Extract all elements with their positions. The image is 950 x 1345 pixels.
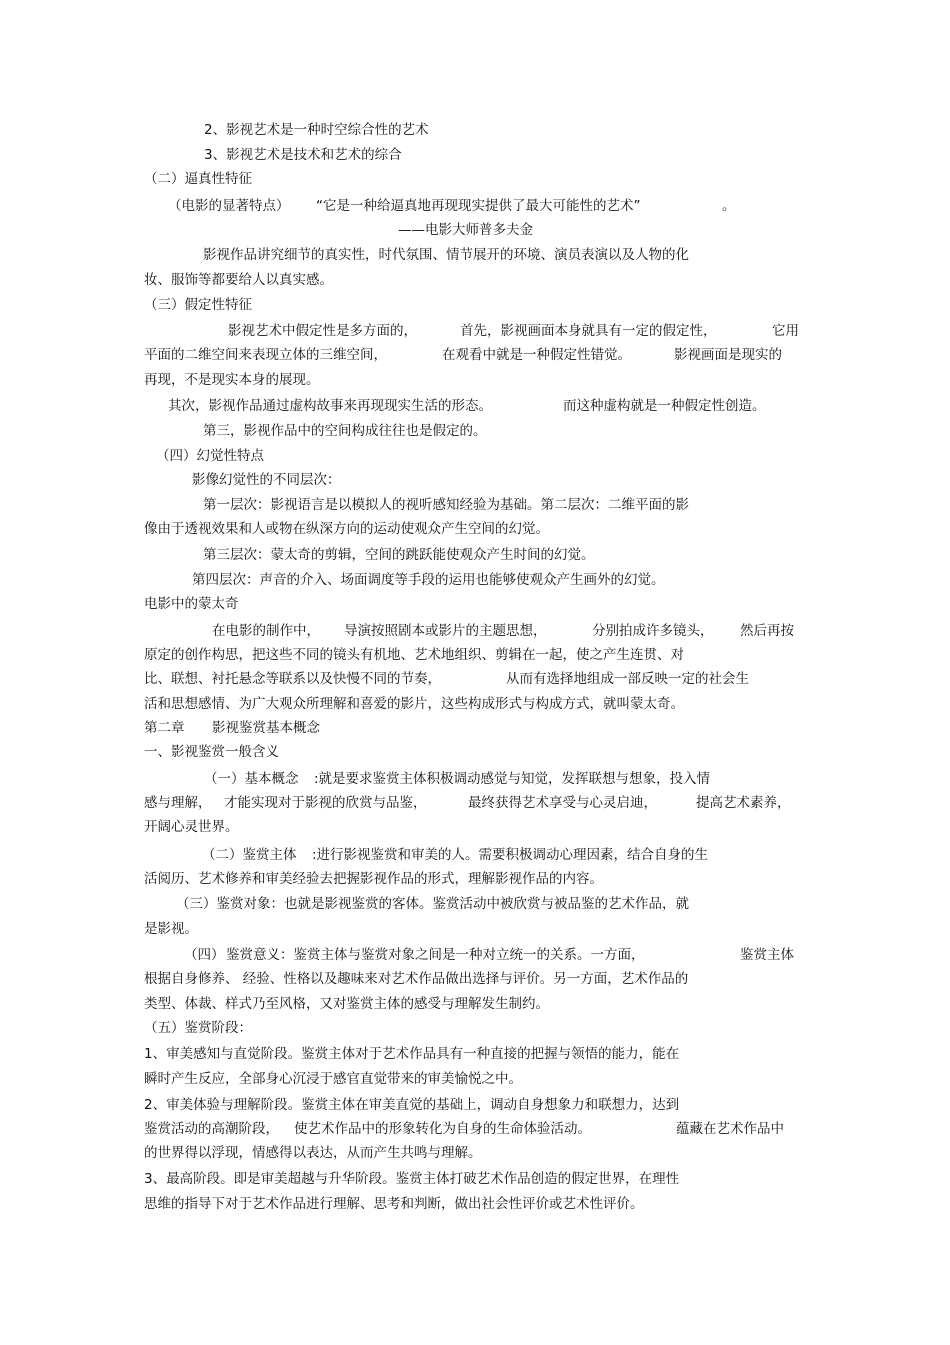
list-item: 3、影视艺术是技术和艺术的综合 <box>204 147 402 163</box>
paragraph-text: 影视画面是现实的 <box>674 347 782 363</box>
paragraph-text: 类型、体裁、样式乃至风格，又对鉴赏主体的感受与理解发生制约。 <box>144 996 549 1012</box>
paragraph-text: 从而有选择地组成一部反映一定的社会生 <box>506 671 749 687</box>
paragraph-text: 活和思想感情、为广大观众所理解和喜爱的影片，这些构成形式与构成方式，就叫蒙太奇。 <box>144 696 684 712</box>
chapter-label: 第二章 <box>144 720 185 736</box>
paragraph-text: 比、联想、衬托悬念等联系以及快慢不同的节奏， <box>144 671 441 687</box>
paragraph-text: 的世界得以浮现，情感得以表达，从而产生共鸣与理解。 <box>144 1145 482 1161</box>
list-item: 1、审美感知与直觉阶段。鉴赏主体对于艺术作品具有一种直接的把握与领悟的能力，能在 <box>144 1046 680 1062</box>
paragraph-text: :进行影视鉴赏和审美的人。需要积极调动心理因素，结合自身的生 <box>312 847 709 863</box>
section-heading: （二）逼真性特征 <box>144 171 252 187</box>
term-label: （四） <box>184 947 225 963</box>
paragraph-text: 鉴赏意义：鉴赏主体与鉴赏对象之间是一种对立统一的关系。一方面， <box>226 947 645 963</box>
paragraph-text: 感与理解， <box>144 795 212 811</box>
paragraph-text: 第一层次：影视语言是以模拟人的视听感知经验为基础。第二层次：二维平面的影 <box>203 497 689 513</box>
paragraph-text: 在电影的制作中， <box>212 623 320 639</box>
paragraph-text: :就是要求鉴赏主体积极调动感觉与知觉，发挥联想与想象，投入情 <box>314 771 711 787</box>
paragraph-text: 其次，影视作品通过虚构故事来再现现实生活的形态。 <box>168 398 492 414</box>
section-heading: 一、影视鉴赏一般含义 <box>144 744 279 760</box>
paragraph-text: 根据自身修养、 经验、性格以及趣味来对艺术作品做出选择与评价。另一方面，艺术作品的 <box>144 971 689 987</box>
list-item: 3、最高阶段。即是审美超越与升华阶段。鉴赏主体打破艺术作品创造的假定世界，在理性 <box>144 1171 680 1187</box>
paragraph-text: 原定的创作构思，把这些不同的镜头有机地、艺术地组织、剪辑在一起，使之产生连贯、对 <box>144 647 684 663</box>
term-label: （一）基本概念 <box>204 771 299 787</box>
paragraph-text: 第三，影视作品中的空间构成往往也是假定的。 <box>203 423 487 439</box>
paragraph-text: 在观看中就是一种假定性错觉。 <box>442 347 631 363</box>
paragraph-text: 影视作品讲究细节的真实性，时代氛围、情节展开的环境、演员表演以及人物的化 <box>203 247 689 263</box>
paragraph-text: 导演按照剧本或影片的主题思想， <box>344 623 547 639</box>
section-heading: 电影中的蒙太奇 <box>144 596 239 612</box>
paragraph-text: 才能实现对于影视的欣赏与品鉴， <box>224 795 427 811</box>
paragraph-text: 第三层次：蒙太奇的剪辑，空间的跳跃能使观众产生时间的幻觉。 <box>203 547 595 563</box>
paragraph-text: 鉴赏主体 <box>740 947 794 963</box>
paragraph-text: 是影视。 <box>144 921 198 937</box>
paragraph-text: （电影的显著特点） <box>168 198 290 214</box>
paragraph-text: 像由于透视效果和人或物在纵深方向的运动使观众产生空间的幻觉。 <box>144 521 549 537</box>
list-item: 2、审美体验与理解阶段。鉴赏主体在审美直觉的基础上，调动自身想象力和联想力，达到 <box>144 1097 680 1113</box>
paragraph-text: 开阔心灵世界。 <box>144 819 239 835</box>
paragraph-text: 思维的指导下对于艺术作品进行理解、思考和判断，做出社会性评价或艺术性评价。 <box>144 1196 644 1212</box>
paragraph-text: （三）鉴赏对象：也就是影视鉴赏的客体。鉴赏活动中被欣赏与被品鉴的艺术作品，就 <box>176 896 689 912</box>
paragraph-text: 提高艺术素养， <box>696 795 791 811</box>
paragraph-text: 而这种虚构就是一种假定性创造。 <box>563 398 766 414</box>
section-heading: （四）幻觉性特点 <box>156 448 264 464</box>
paragraph-text: 平面的二维空间来表现立体的三维空间， <box>144 347 387 363</box>
paragraph-text: 第四层次：声音的介入、场面调度等手段的运用也能够使观众产生画外的幻觉。 <box>192 572 665 588</box>
paragraph-text: 影像幻觉性的不同层次： <box>192 472 341 488</box>
paragraph-text: 分别拍成许多镜头， <box>592 623 714 639</box>
paragraph-text: 最终获得艺术享受与心灵启迪， <box>468 795 657 811</box>
chapter-title: 影视鉴赏基本概念 <box>212 720 320 736</box>
list-item: 2、影视艺术是一种时空综合性的艺术 <box>204 122 429 138</box>
paragraph-text: 瞬时产生反应，全部身心沉浸于感官直觉带来的审美愉悦之中。 <box>144 1071 522 1087</box>
section-heading: （五）鉴赏阶段： <box>144 1020 252 1036</box>
term-label: （二）鉴赏主体 <box>202 847 297 863</box>
section-heading: （三）假定性特征 <box>144 297 252 313</box>
paragraph-text: 活阅历、艺术修养和审美经验去把握影视作品的形式，理解影视作品的内容。 <box>144 871 603 887</box>
paragraph-text: 它用 <box>772 323 799 339</box>
paragraph-text: 蕴藏在艺术作品中 <box>676 1121 784 1137</box>
paragraph-text: 然后再按 <box>740 623 794 639</box>
paragraph-text: 首先，影视画面本身就具有一定的假定性， <box>460 323 717 339</box>
paragraph-text: 影视艺术中假定性是多方面的， <box>228 323 417 339</box>
quote-text: “它是一种给逼真地再现现实提供了最大可能性的艺术” <box>316 198 641 214</box>
paragraph-text: 。 <box>722 198 736 214</box>
paragraph-text: 鉴赏活动的高潮阶段， <box>144 1121 279 1137</box>
paragraph-text: 妆、服饰等都要给人以真实感。 <box>144 272 333 288</box>
paragraph-text: 再现，不是现实本身的展现。 <box>144 372 320 388</box>
quote-attribution: ——电影大师普多夫金 <box>398 222 533 238</box>
paragraph-text: 使艺术作品中的形象转化为自身的生命体验活动。 <box>294 1121 591 1137</box>
